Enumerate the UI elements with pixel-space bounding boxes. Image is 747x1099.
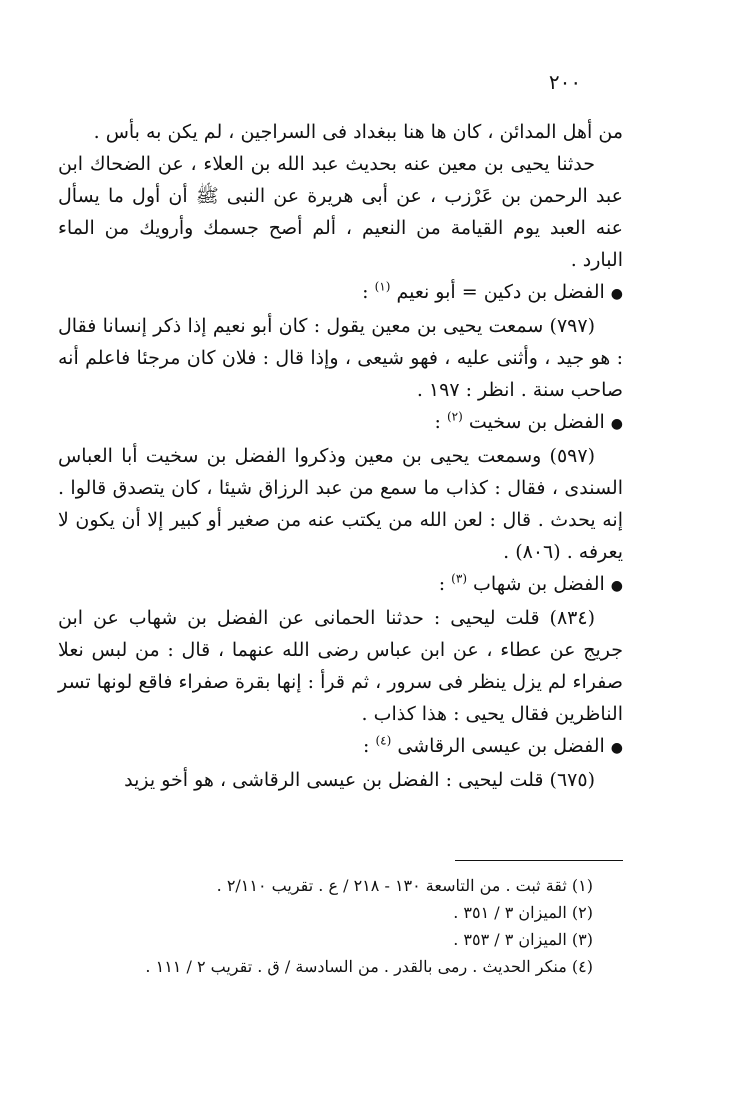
footnotes: [58, 872, 623, 980]
heading-colon: :: [362, 281, 369, 303]
narrator-name: الفضل بن شهاب: [473, 573, 605, 595]
heading-colon: :: [438, 573, 446, 595]
footnote: (١) ثقة ثبت . من التاسعة ١٣٠ - ٢١٨ / ع . تقريب ٢/١١٠ .: [216, 876, 593, 895]
main-text: [58, 116, 623, 796]
footnote-ref: (٣): [451, 571, 467, 586]
heading-colon: :: [434, 411, 441, 433]
narrator-heading: [58, 730, 623, 764]
paragraph: (٧٩٧) سمعت يحيى بن معين يقول : كان أبو نعيم إذا ذكر إنسانا فقال : هو جيد ، وأثنى عليه ، فهو شيعى ، وإذا قال : فلان كان مرجئا فاعلم أنه صاحب سنة . انظر : ١٩٧ .: [58, 315, 623, 401]
narrator-name: الفضل بن عيسى الرقاشى: [397, 735, 605, 757]
footnote-divider: [455, 860, 623, 861]
bullet-icon: ●: [610, 286, 623, 302]
footnote: (٣) الميزان ٣ / ٣٥٣ .: [453, 930, 593, 949]
paragraph: (٦٧٥) قلت ليحيى : الفضل بن عيسى الرقاشى ، هو أخو يزيد: [124, 769, 595, 791]
paragraph: (٥٩٧) وسمعت يحيى بن معين وذكروا الفضل بن سخيت أبا العباس السندى ، فقال : كذاب ما سمع من عبد الرزاق شيئا ، كان يتصدق قالوا . إنه يحدث . قال : لعن الله من يكتب عنه من صغير أو كبير إلا أن يكون لا يعرفه . (٨٠٦) .: [58, 445, 623, 563]
paragraph: حدثنا يحيى بن معين عنه بحديث عبد الله بن العلاء ، عن الضحاك ابن عبد الرحمن بن عَرْزب ، عن أبى هريرة عن النبى ﷺ أن أول ما يسأل عنه العبد يوم القيامة من النعيم ، ألم أصح جسمك وأرويك من الماء البارد .: [58, 153, 623, 271]
heading-colon: :: [363, 735, 370, 757]
paragraph: من أهل المدائن ، كان ها هنا ببغداد فى السراجين ، لم يكن به بأس .: [93, 121, 623, 143]
footnote-ref: (٤): [375, 733, 392, 748]
footnote: (٤) منكر الحديث . رمى بالقدر . من السادسة / ق . تقريب ٢ / ١١١ .: [145, 957, 593, 976]
narrator-heading: [58, 568, 623, 602]
narrator-heading: [58, 406, 623, 440]
footnote-ref: (١): [374, 279, 391, 294]
bullet-icon: ●: [610, 740, 623, 756]
footnote-ref: (٢): [446, 409, 463, 424]
footnote: (٢) الميزان ٣ / ٣٥١ .: [453, 903, 593, 922]
bullet-icon: ●: [610, 416, 623, 432]
bullet-icon: ●: [610, 578, 623, 594]
paragraph: (٨٣٤) قلت ليحيى : حدثنا الحمانى عن الفضل بن شهاب عن ابن جريج عن عطاء ، عن ابن عباس رضى الله عنهما ، قال : من لبس نعلا صفراء لم يزل ينظر فى سرور ، ثم قرأ : إنها بقرة صفراء فاقع لونها تسر الناظرين فقال يحيى : هذا كذاب .: [58, 607, 623, 725]
narrator-name: الفضل بن سخيت: [468, 411, 605, 433]
narrator-name: الفضل بن دكين = أبو نعيم: [396, 281, 605, 303]
narrator-heading: [58, 276, 623, 310]
page-number: ٢٠٠: [548, 70, 582, 94]
